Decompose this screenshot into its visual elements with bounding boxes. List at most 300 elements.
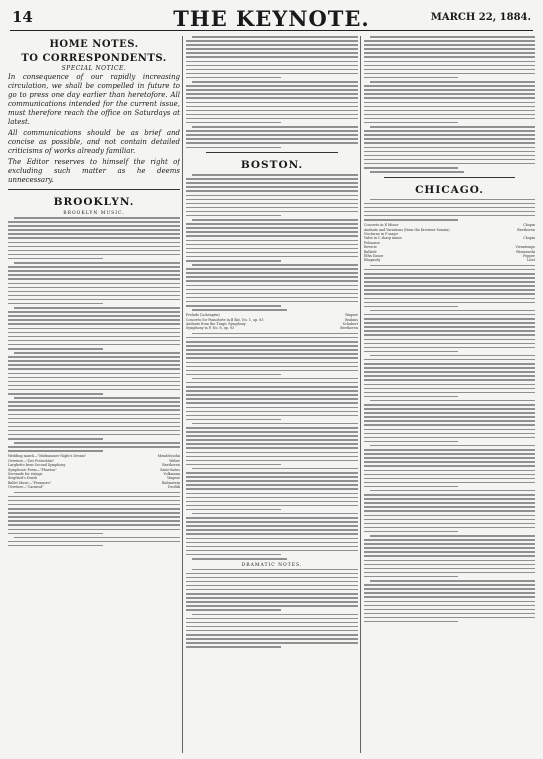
text-line [186, 497, 358, 499]
text-line [8, 356, 180, 358]
notice-paragraph: The Editor reserves to himself the right of excluding such matter as he deems unnecessary. [8, 158, 180, 184]
text-line [364, 298, 535, 300]
text-line [186, 276, 358, 278]
text-line [364, 388, 535, 390]
program-item [8, 485, 180, 489]
text-line [364, 322, 535, 324]
text-line [14, 492, 180, 494]
text-line [186, 195, 358, 197]
page-number: 14 [12, 8, 33, 26]
text-line [8, 242, 180, 244]
text-line [186, 182, 358, 184]
text-line [370, 36, 535, 38]
text-line [8, 430, 180, 432]
text-line [186, 609, 281, 611]
text-line [8, 516, 180, 518]
text-line [8, 520, 180, 522]
text-line [364, 343, 535, 345]
program-composer: Weber [169, 458, 180, 463]
text-line [364, 147, 535, 149]
text-line [364, 114, 535, 116]
text-line [186, 40, 358, 42]
text-line [370, 400, 535, 402]
text-line [8, 389, 180, 391]
text-line [186, 546, 358, 548]
text-line [364, 375, 535, 377]
text-line [186, 554, 281, 556]
program-composer: Liszt [527, 258, 535, 263]
program-piece: Wedding march—"Midsummer Night's Dream" [8, 454, 87, 459]
text-line [8, 434, 180, 436]
text-line [192, 614, 358, 616]
program-piece: Andante from the Tragic Symphony [186, 322, 246, 327]
text-line [186, 538, 358, 540]
text-line [186, 138, 358, 140]
text-line [186, 476, 358, 478]
column-divider [360, 36, 361, 753]
text-line [186, 73, 358, 75]
text-line [8, 422, 180, 424]
text-line [8, 504, 180, 506]
text-line [370, 445, 535, 447]
text-line [370, 81, 535, 83]
text-line [186, 484, 358, 486]
text-line [364, 592, 535, 594]
section-rule [206, 152, 338, 153]
text-line [8, 418, 180, 420]
dramatic-notes-heading: DRAMATIC NOTES. [241, 562, 303, 568]
text-line [186, 244, 358, 246]
text-line [186, 337, 358, 339]
text-line [364, 330, 535, 332]
text-line [186, 362, 358, 364]
home-notes-title: HOME NOTES. [49, 39, 139, 50]
program-piece: Elfin Dance [364, 254, 384, 258]
text-line [186, 211, 358, 213]
program-composer: Volkmann [163, 472, 180, 477]
text-line [8, 291, 180, 293]
program-piece: Symphonic Poem—"Phaeton" [8, 467, 57, 472]
text-line [364, 273, 535, 275]
text-line [186, 227, 358, 229]
text-line [8, 401, 180, 403]
text-line [186, 110, 358, 112]
notice-paragraph: In consequence of our rapidly increasing circulation, we shall be compelled in future to go to press one day earlier than heretofore. All communications intended for the current issue, must therefore reach the office on Saturdays at latest. [8, 73, 180, 126]
text-line [8, 545, 103, 547]
text-line [364, 215, 535, 217]
text-line [186, 415, 358, 417]
program-composer: Beethoven [340, 326, 358, 331]
text-line [370, 355, 535, 357]
text-line [186, 349, 358, 351]
text-line [192, 36, 358, 38]
special-notice-heading: SPECIAL NOTICE. [61, 65, 127, 72]
text-line [364, 392, 535, 394]
column-divider [182, 36, 183, 753]
text-line [364, 543, 535, 545]
text-line [186, 521, 358, 523]
text-line [186, 374, 281, 376]
program-piece: Overture—"Carnival" [8, 485, 44, 490]
text-line [364, 134, 535, 136]
text-line [186, 345, 358, 347]
program-piece: Ballade [364, 249, 377, 254]
text-line [364, 163, 535, 165]
program-composer: Popper [523, 254, 535, 258]
text-line [8, 409, 180, 411]
text-line [364, 568, 535, 570]
text-line [364, 515, 535, 517]
text-line [364, 519, 535, 521]
program-composer: Vieuxtemps [515, 245, 535, 250]
text-line [364, 48, 535, 50]
text-line [370, 126, 535, 128]
text-line [186, 488, 358, 490]
text-line [186, 272, 358, 274]
text-line [364, 609, 535, 611]
text-line [364, 621, 458, 623]
text-line [364, 424, 535, 426]
text-line [186, 435, 358, 437]
text-line [364, 130, 535, 132]
brooklyn-heading: BROOKLYN. [53, 196, 135, 208]
text-line [186, 114, 358, 116]
text-line [186, 427, 358, 429]
text-line [364, 56, 535, 58]
text-line [8, 229, 180, 231]
text-line [186, 386, 358, 388]
text-line [186, 411, 358, 413]
program-list [8, 454, 180, 489]
program-piece: Larghetto from Second Symphony [8, 463, 66, 468]
text-line [8, 377, 180, 379]
text-line [8, 258, 103, 260]
text-line [186, 341, 358, 343]
text-line [186, 407, 358, 409]
text-line [186, 402, 358, 404]
text-line [192, 174, 358, 176]
text-line [364, 613, 535, 615]
text-line [364, 465, 535, 467]
text-line [186, 134, 358, 136]
article-text-block [186, 174, 358, 311]
text-line [364, 93, 535, 95]
text-line [186, 65, 358, 67]
text-line [364, 461, 535, 463]
text-line [364, 73, 535, 75]
section-rule [384, 177, 515, 178]
program-composer: Chopin [523, 236, 535, 241]
text-line [186, 394, 358, 396]
text-line [8, 414, 180, 416]
text-line [8, 303, 103, 305]
text-line [186, 186, 358, 188]
text-line [8, 344, 180, 346]
text-line [364, 151, 535, 153]
column-left [8, 36, 180, 753]
program-composer: Mendelssohn [157, 454, 180, 459]
text-line [186, 439, 358, 441]
text-line [364, 40, 535, 42]
text-line [8, 278, 180, 280]
text-line [364, 61, 535, 63]
text-line [8, 508, 180, 510]
text-line [364, 367, 535, 369]
text-line [364, 155, 535, 157]
text-line [8, 237, 180, 239]
text-line [186, 398, 358, 400]
text-line [186, 480, 358, 482]
text-line [364, 359, 535, 361]
article-text-block [364, 199, 535, 221]
text-line [186, 256, 358, 258]
text-line [364, 52, 535, 54]
text-line [186, 638, 358, 640]
text-line [8, 426, 180, 428]
text-line [186, 529, 358, 531]
text-line [364, 498, 535, 500]
text-line [186, 382, 358, 384]
text-line [186, 585, 358, 587]
text-line [8, 529, 180, 531]
text-line [8, 328, 180, 330]
boston-heading: BOSTON. [240, 159, 304, 172]
text-line [186, 456, 358, 458]
text-line [364, 207, 535, 209]
text-line [186, 178, 358, 180]
text-line [364, 441, 458, 443]
text-line [364, 85, 535, 87]
text-line [14, 442, 180, 444]
text-line [8, 323, 180, 325]
text-line [186, 646, 281, 648]
text-line [364, 142, 535, 144]
chicago-heading: CHICAGO. [415, 183, 484, 196]
text-line [8, 496, 180, 498]
text-line [364, 576, 458, 578]
text-line [8, 283, 180, 285]
text-line [186, 106, 358, 108]
article-text-block [364, 265, 535, 623]
text-line [186, 235, 358, 237]
text-line [186, 97, 358, 99]
text-line [364, 102, 535, 104]
text-line [364, 379, 535, 381]
brooklyn-subheading: BROOKLYN MUSIC. [63, 211, 125, 216]
text-line [8, 373, 180, 375]
text-line [186, 223, 358, 225]
text-line [364, 551, 535, 553]
text-line [8, 336, 180, 338]
program-piece: Rhapsody [364, 258, 381, 263]
text-line [186, 93, 358, 95]
text-line [186, 525, 358, 527]
text-line [364, 429, 535, 431]
text-line [364, 449, 535, 451]
text-line [8, 524, 180, 526]
text-line [186, 207, 358, 209]
text-line [186, 248, 358, 250]
program-piece: Concerto for Pianoforte in B flat, No. 1, op. 83 [186, 317, 264, 322]
text-line [364, 416, 535, 418]
text-line [186, 390, 358, 392]
article-text-block [8, 492, 180, 547]
text-line [186, 280, 358, 282]
text-line [186, 353, 358, 355]
text-line [186, 630, 358, 632]
text-line [186, 472, 358, 474]
text-line [370, 580, 535, 582]
text-line [186, 464, 281, 466]
text-line [186, 493, 358, 495]
text-line [364, 122, 458, 124]
article-text-block [186, 36, 358, 148]
text-line [364, 110, 535, 112]
text-line [186, 533, 358, 535]
article-text-block [186, 569, 358, 648]
text-line [364, 420, 535, 422]
text-line [186, 142, 358, 144]
text-line [8, 311, 180, 313]
text-line [364, 77, 458, 79]
program-composer: Saint-Saëns [160, 467, 180, 472]
text-line [364, 433, 535, 435]
text-line [186, 589, 358, 591]
text-line [364, 277, 535, 279]
text-line [14, 262, 180, 264]
text-line [8, 446, 180, 448]
text-line [186, 460, 358, 462]
text-line [8, 385, 180, 387]
text-line [364, 347, 535, 349]
text-line [186, 252, 358, 254]
text-line [8, 541, 180, 543]
text-line [8, 270, 180, 272]
text-line [186, 642, 358, 644]
text-line [370, 535, 535, 537]
text-line [186, 44, 358, 46]
text-line [364, 159, 535, 161]
text-line [186, 626, 358, 628]
program-piece: Siegfried's Death [8, 476, 37, 481]
text-line [8, 348, 103, 350]
text-line [186, 622, 358, 624]
text-line [192, 333, 358, 335]
text-line [186, 301, 358, 303]
text-line [186, 215, 281, 217]
text-line [14, 352, 180, 354]
text-line [8, 393, 103, 395]
text-line [364, 486, 458, 488]
text-line [192, 264, 358, 266]
program-piece: Overture—"Der Freischütz" [8, 458, 55, 463]
text-line [186, 370, 358, 372]
text-line [186, 289, 358, 291]
text-line [370, 310, 535, 312]
text-line [8, 381, 180, 383]
text-line [186, 618, 358, 620]
text-line [364, 527, 535, 529]
text-line [364, 289, 535, 291]
text-line [8, 246, 180, 248]
text-line [186, 601, 358, 603]
text-line [186, 550, 358, 552]
text-line [364, 97, 535, 99]
text-line [186, 305, 281, 307]
text-line [186, 190, 358, 192]
text-line [8, 295, 180, 297]
text-line [186, 366, 358, 368]
text-line [186, 268, 358, 270]
text-line [364, 510, 535, 512]
program-piece: Concerto in E Minor [364, 223, 399, 228]
text-line [364, 302, 535, 304]
program-composer: Chopin [523, 223, 535, 228]
text-line [14, 537, 180, 539]
text-line [364, 89, 535, 91]
text-line [192, 309, 287, 311]
text-line [186, 61, 358, 63]
text-line [364, 564, 535, 566]
article-text-block [8, 217, 180, 452]
text-line [364, 470, 535, 472]
text-line [14, 307, 180, 309]
text-line [192, 468, 358, 470]
text-line [192, 558, 287, 560]
program-composer: Brahms [345, 317, 358, 322]
program-list [364, 223, 535, 263]
text-line [8, 500, 180, 502]
text-line [186, 419, 281, 421]
text-line [8, 250, 180, 252]
program-composer: Wieniawski [515, 249, 535, 254]
text-line [364, 474, 535, 476]
text-line [186, 431, 358, 433]
program-piece: Nocturne in F major [364, 231, 399, 236]
text-line [364, 65, 535, 67]
program-composer: Dvořák [167, 485, 180, 490]
text-line [364, 404, 535, 406]
text-line [364, 293, 535, 295]
text-line [364, 555, 535, 557]
text-line [364, 334, 535, 336]
text-line [186, 357, 358, 359]
program-composer: Rubinstein [161, 480, 180, 485]
text-line [192, 569, 358, 571]
text-line [364, 285, 535, 287]
text-line [186, 443, 358, 445]
text-line [364, 106, 535, 108]
text-line [186, 203, 358, 205]
text-line [8, 360, 180, 362]
text-line [364, 384, 535, 386]
article-text-block [364, 36, 535, 173]
text-line [186, 199, 358, 201]
text-line [186, 577, 358, 579]
text-line [186, 52, 358, 54]
text-line [186, 130, 358, 132]
text-line [364, 584, 535, 586]
text-line [186, 85, 358, 87]
program-composer: Beethoven [162, 463, 180, 468]
text-line [364, 523, 535, 525]
text-line [370, 171, 464, 173]
program-piece: Valse in C sharp minor [364, 236, 402, 241]
text-line [186, 597, 358, 599]
text-line [364, 502, 535, 504]
text-line [8, 315, 180, 317]
text-line [364, 601, 535, 603]
